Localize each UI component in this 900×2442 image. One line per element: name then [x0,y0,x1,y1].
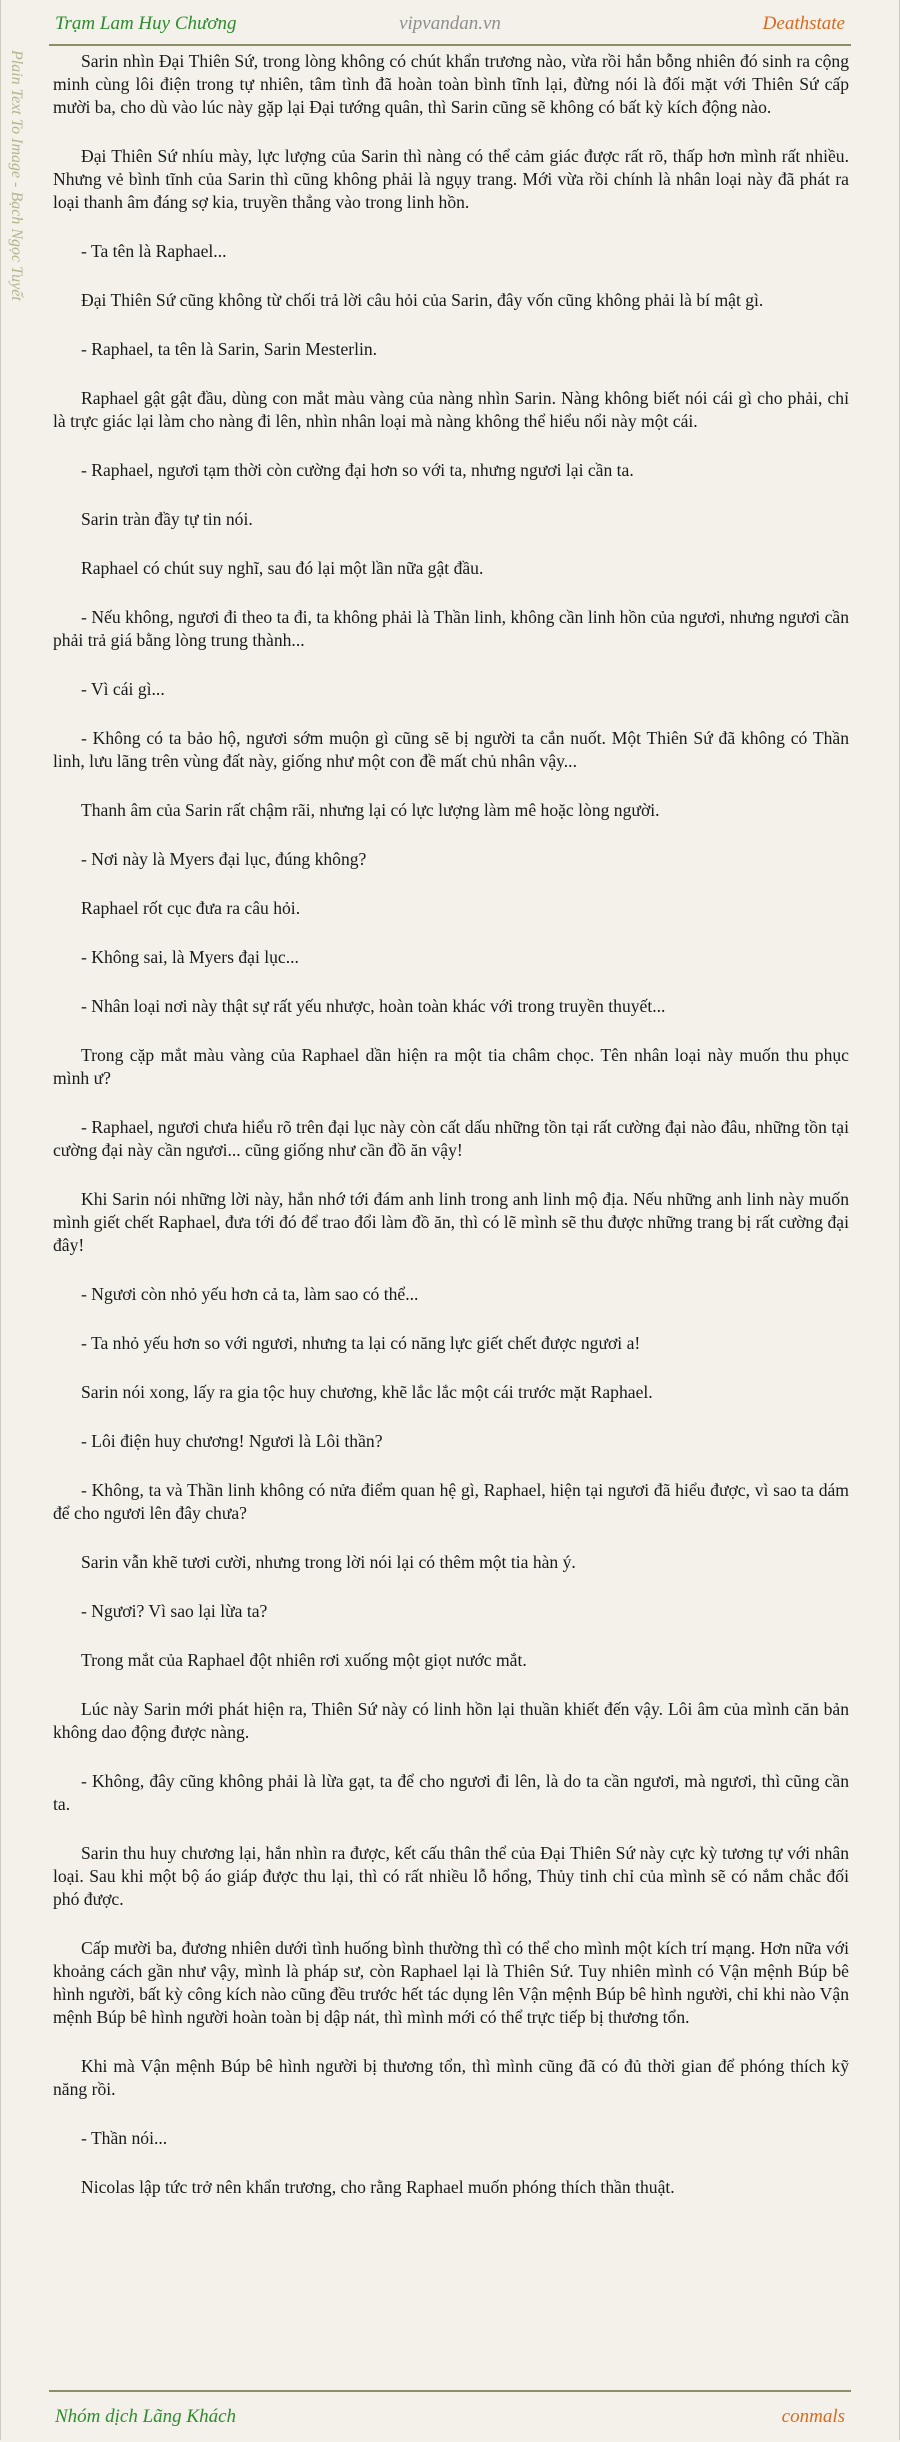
paragraph: Sarin nhìn Đại Thiên Sứ, trong lòng không có chút khẩn trương nào, vừa rồi hắn bỗng nhiên đó sinh ra cộng minh cùng lôi điện trong tự nhiên, tâm tình đã hoàn toàn bình tĩnh lại, đừng nói là đối mặt với Thiên Sứ cấp mười ba, cho dù vào lúc này gặp lại Đại tướng quân, thì Sarin cũng sẽ không có bất kỳ kích động nào. [53,51,849,117]
paragraph: Sarin vẫn khẽ tươi cười, nhưng trong lời nói lại có thêm một tia hàn ý. [81,1552,576,1572]
paragraph: - Vì cái gì... [81,679,165,699]
page-footer [49,2390,851,2442]
paragraph: Nicolas lập tức trở nên khẩn trương, cho rằng Raphael muốn phóng thích thần thuật. [81,2177,675,2197]
paragraph: Raphael rốt cục đưa ra câu hỏi. [81,898,301,918]
paragraph: - Raphael, ta tên là Sarin, Sarin Mesterlin. [81,339,378,359]
paragraph: Sarin nói xong, lấy ra gia tộc huy chương, khẽ lắc lắc một cái trước mặt Raphael. [81,1382,653,1402]
paragraph: - Không, đây cũng không phải là lừa gạt, ta để cho ngươi đi lên, là do ta cần ngươi, mà ngươi, thì cũng cần ta. [53,1771,849,1814]
side-watermark [7,50,29,410]
paragraph: - Lôi điện huy chương! Ngươi là Lôi thần? [81,1431,383,1451]
paragraph: Cấp mười ba, đương nhiên dưới tình huống bình thường thì có thể cho mình một kích trí mạng. Hơn nữa với khoảng cách gần như vậy, mình là pháp sư, còn Raphael lại là Thiên Sứ. Tuy nhiên mình có Vận mệnh Búp bê hình người, bất kỳ công kích nào cũng đều trước hết tác dụng lên Vận mệnh Búp bê hình người, chỉ khi nào Vận mệnh Búp bê hình người hoàn toàn bị dập nát, thì mình mới có thể trực tiếp bị thương tổn. [53,1938,849,2027]
paragraph: - Thần nói... [81,2128,168,2148]
paragraph: - Ta tên là Raphael... [81,241,227,261]
paragraph: - Nơi này là Myers đại lục, đúng không? [81,849,367,869]
paragraph: Raphael gật gật đầu, dùng con mắt màu vàng của nàng nhìn Sarin. Nàng không biết nói cái gì cho phải, chỉ là trực giác lại làm cho nàng đi lên, nhìn nhân loại mà nàng không thể hiểu nổi này một cái. [53,388,849,431]
paragraph: - Ngươi còn nhỏ yếu hơn cả ta, làm sao có thể... [81,1284,419,1304]
paragraph: Thanh âm của Sarin rất chậm rãi, nhưng lại có lực lượng làm mê hoặc lòng người. [81,800,660,820]
paragraph: Trong mắt của Raphael đột nhiên rơi xuống một giọt nước mắt. [81,1650,527,1670]
footer-translator-group: Nhóm dịch Lãng Khách [55,2406,237,2427]
paragraph: Lúc này Sarin mới phát hiện ra, Thiên Sứ này có linh hồn lại thuần khiết đến vậy. Lôi âm của mình căn bản không dao động được nàng. [53,1699,849,1742]
paragraph: Raphael có chút suy nghĩ, sau đó lại một lần nữa gật đầu. [81,558,484,578]
paragraph: Sarin thu huy chương lại, hắn nhìn ra được, kết cấu thân thể của Đại Thiên Sứ này cực kỳ tương tự với nhân loại. Sau khi một bộ áo giáp được thu lại, thì có rất nhiều lỗ hổng, Thủy tinh chỉ của mình sẽ có nắm chắc đối phó được. [53,1843,849,1909]
paragraph: - Nhân loại nơi này thật sự rất yếu nhược, hoàn toàn khác với trong truyền thuyết... [81,996,666,1016]
header-author: Deathstate [762,13,845,34]
paragraph: - Ta nhỏ yếu hơn so với ngươi, nhưng ta lại có năng lực giết chết được ngươi a! [81,1333,641,1353]
paragraph: - Raphael, ngươi tạm thời còn cường đại hơn so với ta, nhưng ngươi lại cần ta. [81,460,634,480]
paragraph: - Ngươi? Vì sao lại lừa ta? [81,1601,268,1621]
paragraph: Khi mà Vận mệnh Búp bê hình người bị thương tổn, thì mình cũng đã có đủ thời gian để phóng thích kỹ năng rồi. [53,2056,849,2099]
header-novel-title: Trạm Lam Huy Chương [55,13,237,34]
paragraph: Sarin tràn đầy tự tin nói. [81,509,253,529]
side-watermark-text: Plain Text To Image - Bạch Ngọc Tuyết [8,50,25,301]
paragraph: - Nếu không, ngươi đi theo ta đi, ta không phải là Thần linh, không cần linh hồn của ngươi, nhưng ngươi cần phải trả giá bằng lòng trung thành... [53,607,849,650]
paragraph: - Raphael, ngươi chưa hiểu rõ trên đại lục này còn cất dấu những tồn tại rất cường đại nào đâu, những tồn tại cường đại này cần ngươi... cũng giống như cần đồ ăn vậy! [53,1117,849,1160]
paragraph: Đại Thiên Sứ cũng không từ chối trả lời câu hỏi của Sarin, đây vốn cũng không phải là bí mật gì. [81,290,764,310]
paragraph: - Không, ta và Thần linh không có nửa điểm quan hệ gì, Raphael, hiện tại ngươi đã hiểu được, vì sao ta dám để cho ngươi lên đây chưa? [53,1480,849,1523]
paragraph: Đại Thiên Sứ nhíu mày, lực lượng của Sarin thì nàng có thể cảm giác được rất rõ, thấp hơn mình rất nhiều. Nhưng vẻ bình tĩnh của Sarin thì cũng không phải là ngụy trang. Mới vừa rồi chính là nhân loại này đã phát ra loại thanh âm đáng sợ kia, truyền thẳng vào trong linh hồn. [53,146,849,212]
header-site-name: vipvandan.vn [399,13,501,34]
chapter-text [53,50,849,2340]
paragraph: Trong cặp mắt màu vàng của Raphael dần hiện ra một tia châm chọc. Tên nhân loại này muốn thu phục mình ư? [53,1045,849,1088]
footer-uploader: conmals [781,2406,845,2427]
paragraph: Khi Sarin nói những lời này, hắn nhớ tới đám anh linh trong anh linh mộ địa. Nếu những anh linh này muốn mình giết chết Raphael, đưa tới đó để trao đổi làm đồ ăn, thì có lẽ mình sẽ thu được những trang bị rất cường đại đây! [53,1189,849,1255]
paragraph: - Không có ta bảo hộ, ngươi sớm muộn gì cũng sẽ bị người ta cắn nuốt. Một Thiên Sứ đã không có Thần linh, lưu lãng trên vùng đất này, giống như một con đề mất chủ nhân vậy... [53,728,849,771]
paragraph: - Không sai, là Myers đại lục... [81,947,299,967]
page-header [49,0,851,46]
